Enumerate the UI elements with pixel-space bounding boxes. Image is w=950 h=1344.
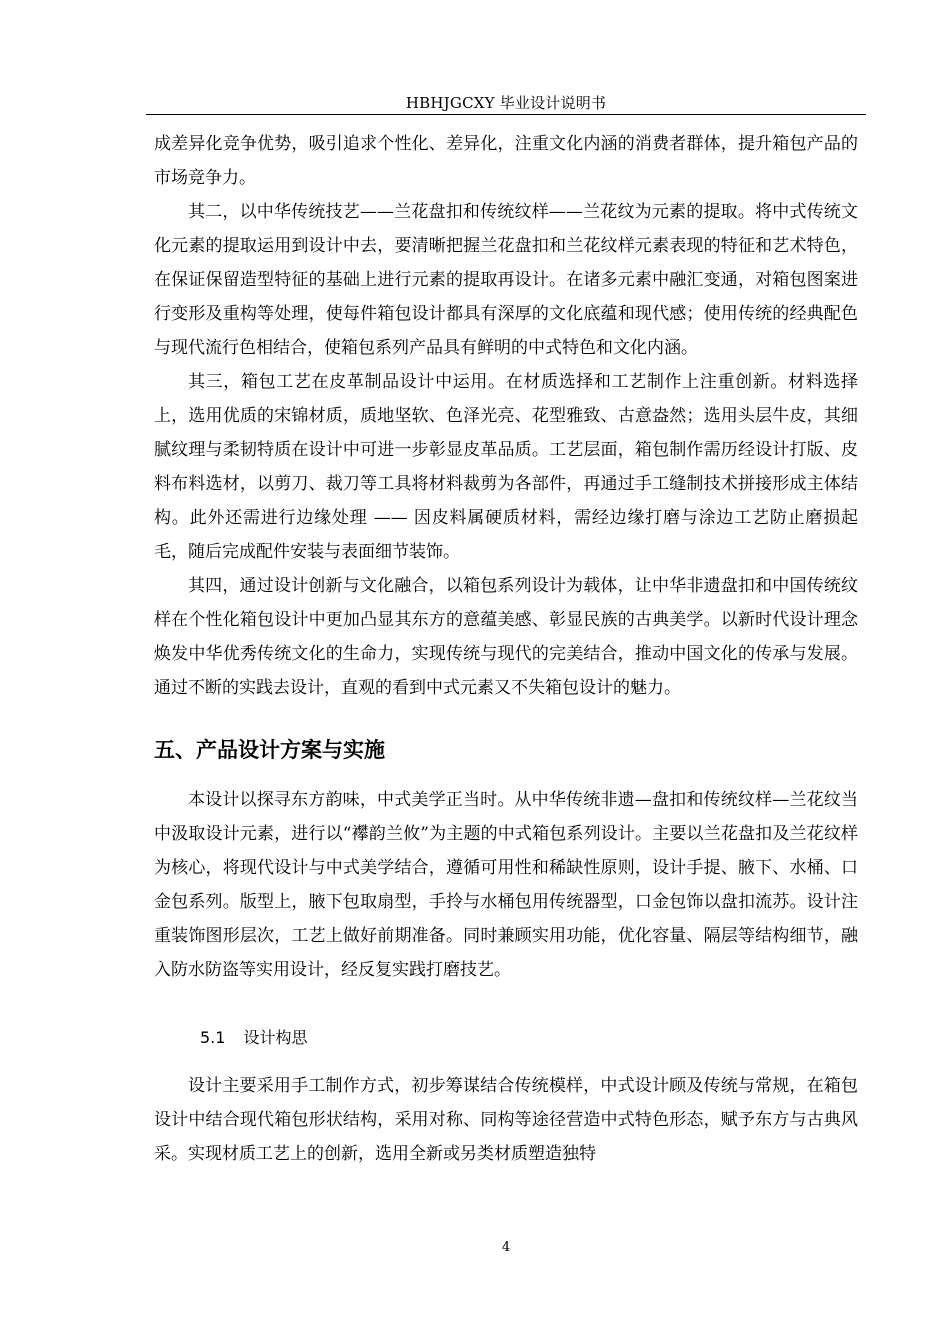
subsection-heading bbox=[154, 1021, 858, 1055]
page-number: 4 bbox=[501, 1240, 511, 1255]
body-paragraph-point-three: 其三，箱包工艺在皮革制品设计中运用。在材质选择和工艺制作上注重创新。材料选择上，选用优质的宋锦材质，质地坚软、色泽光亮、花型雅致、古意盎然；选用头层牛皮，其细腻纹理与柔韧特质在设计中可进一步彰显皮革品质。工艺层面，箱包制作需历经设计打版、皮料布料选材，以剪刀、裁刀等工具将材料裁剪为各部件，再通过手工缝制技术拼接形成主体结构。此外还需进行边缘处理 —— 因皮料属硬质材料，需经边缘打磨与涂边工艺防止磨损起毛，随后完成配件安装与表面细节装饰。 bbox=[154, 372, 858, 562]
section-intro-paragraph: 本设计以探寻东方韵味，中式美学正当时。从中华传统非遗—盘扣和传统纹样—兰花纹当中汲取设计元素，进行以“襻韵兰攸”为主题的中式箱包系列设计。主要以兰花盘扣及兰花纹样为核心，将现代设计与中式美学结合，遵循可用性和稀缺性原则，设计手提、腋下、水桶、口金包系列。版型上，腋下包取扇型，手拎与水桶包用传统器型，口金包饰以盘扣流苏。设计注重装饰图形层次，工艺上做好前期准备。同时兼顾实用功能，优化容量、隔层等结构细节，融入防水防盗等实用设计，经反复实践打磨技艺。 bbox=[154, 790, 858, 980]
body-paragraph-point-four: 其四，通过设计创新与文化融合，以箱包系列设计为载体，让中华非遗盘扣和中国传统纹样在个性化箱包设计中更加凸显其东方的意蕴美感、彰显民族的古典美学。以新时代设计理念焕发中华优秀传统文化的生命力，实现传统与现代的完美结合，推动中国文化的传承与发展。通过不断的实践去设计，直观的看到中式元素又不失箱包设计的魅力。 bbox=[154, 576, 858, 698]
page-body bbox=[154, 127, 858, 1171]
subsection-paragraph: 设计主要采用手工制作方式，初步筹谋结合传统模样，中式设计顾及传统与常规，在箱包设计中结合现代箱包形状结构，采用对称、同构等途径营造中式特色形态，赋予东方与古典风采。实现材质工艺上的创新，选用全新或另类材质塑造独特 bbox=[154, 1076, 858, 1164]
body-paragraph-point-two: 其二，以中华传统技艺——兰花盘扣和传统纹样——兰花纹为元素的提取。将中式传统文化元素的提取运用到设计中去，要清晰把握兰花盘扣和兰花纹样元素表现的特征和艺术特色，在保证保留造型特征的基础上进行元素的提取再设计。在诸多元素中融汇变通，对箱包图案进行变形及重构等处理，使每件箱包设计都具有深厚的文化底蕴和现代感；使用传统的经典配色与现代流行色相结合，使箱包系列产品具有鲜明的中式特色和文化内涵。 bbox=[154, 202, 858, 358]
header-divider bbox=[146, 114, 866, 115]
section-heading: 五、产品设计方案与实施 bbox=[154, 738, 385, 762]
subsection-number: 5.1 bbox=[200, 1028, 226, 1047]
body-paragraph-continued: 成差异化竞争优势，吸引追求个性化、差异化，注重文化内涵的消费者群体，提升箱包产品的市场竞争力。 bbox=[154, 134, 858, 188]
subsection-title: 设计构思 bbox=[243, 1028, 308, 1047]
running-header: HBHJGCXY 毕业设计说明书 bbox=[405, 94, 607, 112]
